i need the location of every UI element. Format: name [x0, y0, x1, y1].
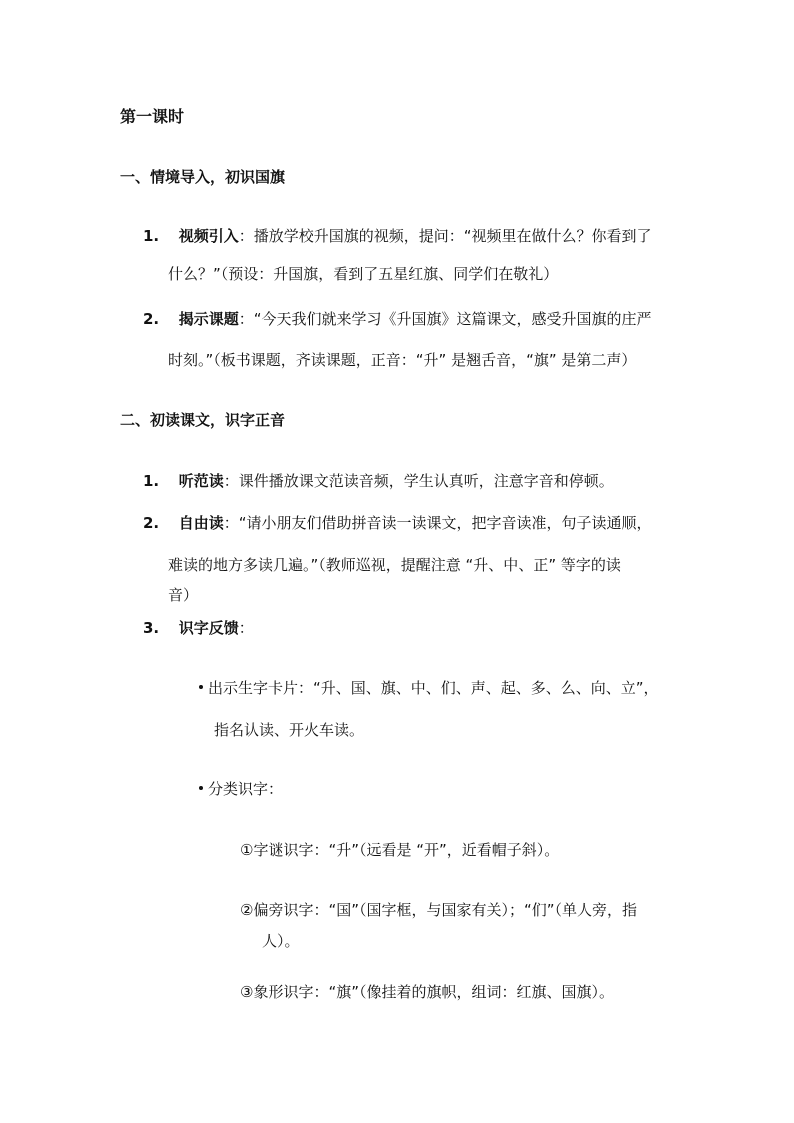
bullet-text: 出示生字卡片：“升、国、旗、中、们、声、起、多、么、向、立”， — [208, 679, 659, 697]
sub-item-radical-continuation: 人）。 — [262, 932, 300, 950]
item-label: 识字反馈 — [178, 619, 239, 637]
item-number: 2. — [143, 310, 160, 328]
item-label: 听范读 — [178, 472, 224, 490]
item-label: 自由读 — [178, 514, 224, 532]
sub-item-pictograph: ③象形识字：“旗”（像挂着的旗帜，组词：红旗、国旗）。 — [240, 983, 614, 1001]
item-text: ：“今天我们就来学习《升国旗》这篇课文，感受升国旗的庄严 — [238, 310, 652, 328]
item-label: 揭示课题 — [178, 310, 239, 328]
section2-item2-continuation: 难读的地方多读几遍。”（教师巡视，提醒注意 “升、中、正” 等字的读 — [168, 556, 621, 574]
section1-item1-continuation: 什么？”（预设：升国旗，看到了五星红旗、同学们在敬礼） — [168, 265, 559, 283]
item-number: 1. — [143, 227, 160, 245]
section2-item2-continuation-2: 音） — [168, 586, 199, 604]
sub-item-riddle: ①字谜识字：“升”（远看是 “开”，近看帽子斜）。 — [240, 841, 560, 859]
item-number: 3. — [143, 619, 160, 637]
lesson-title: 第一课时 — [120, 107, 185, 126]
section1-item2-continuation: 时刻。”（板书课题，齐读课题，正音：“升” 是翘舌音，“旗” 是第二声） — [168, 351, 637, 369]
item-text: ：“请小朋友们借助拼音读一读课文，把字音读准，句子读通顺， — [223, 514, 652, 532]
bullet-text: 分类识字： — [208, 780, 284, 798]
section1-heading: 一、情境导入，初识国旗 — [120, 168, 286, 186]
bullet-item-1 — [199, 678, 659, 698]
section1-item1 — [143, 226, 652, 246]
bullet-dot-icon — [199, 786, 203, 790]
item-label: 视频引入 — [178, 227, 239, 245]
sub-item-radical: ②偏旁识字：“国”（国字框，与国家有关）；“们”（单人旁，指 — [240, 901, 638, 919]
bullet-item-2 — [199, 779, 283, 799]
section2-item1 — [143, 471, 614, 491]
item-text: ：课件播放课文范读音频，学生认真听，注意字音和停顿。 — [223, 472, 614, 490]
item-text: ：播放学校升国旗的视频，提问：“视频里在做什么？你看到了 — [238, 227, 652, 245]
item-text: ： — [238, 619, 254, 637]
bullet-dot-icon — [199, 685, 203, 689]
section2-item3 — [143, 618, 254, 638]
section1-item2 — [143, 309, 652, 329]
section2-item2 — [143, 513, 652, 533]
item-number: 2. — [143, 514, 160, 532]
bullet-item-1-continuation: 指名认读、开火车读。 — [214, 721, 365, 739]
section2-heading: 二、初读课文，识字正音 — [120, 411, 286, 429]
item-number: 1. — [143, 472, 160, 490]
